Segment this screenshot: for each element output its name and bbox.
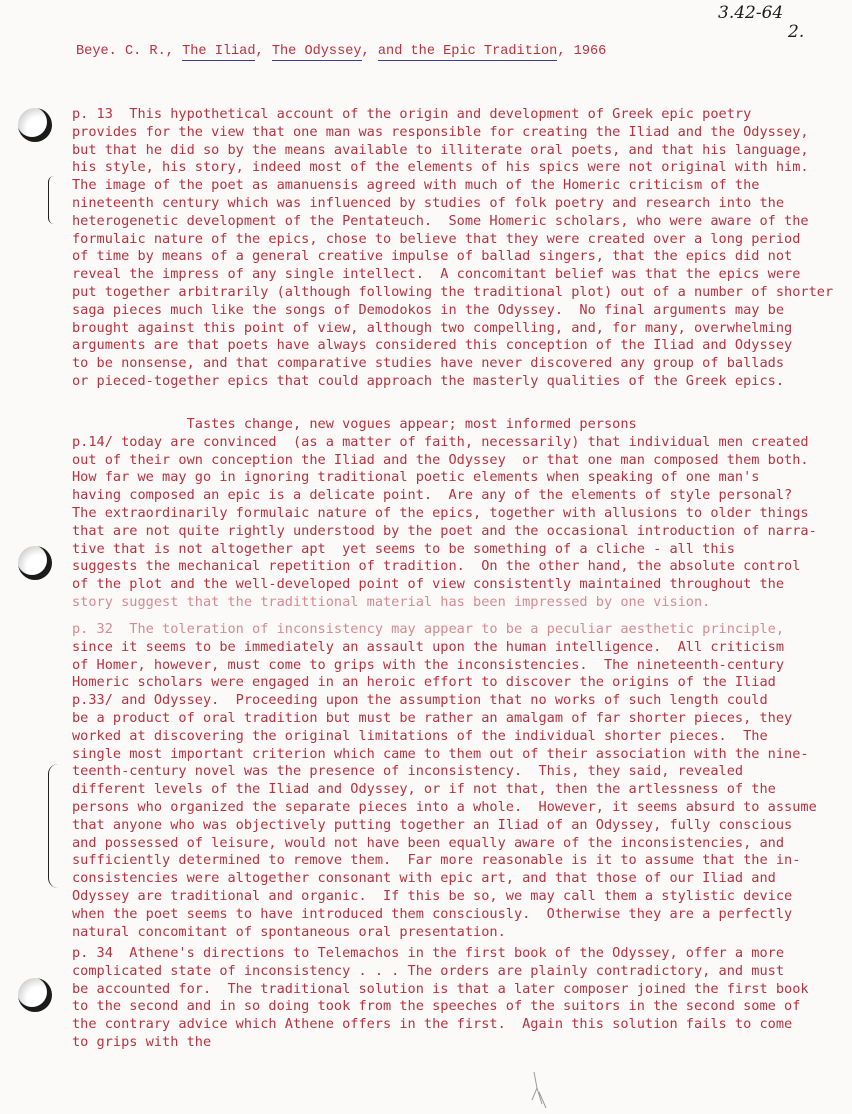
binder-hole-bottom xyxy=(18,978,52,1012)
paragraph-p34: p. 34 Athene's directions to Telemachos in the first book of the Odyssey, offer a more complicated state of inconsistency . . . The orders are plainly contradictory, and must be accounted for. The traditional solution is that a later composer joined the first book to the second and in so doing took from the speeches of the suitors in the second some of the contrary advice which Athene offers in the first. Again this solution fails to come to grips with the xyxy=(72,945,809,1050)
citation-author: Beye. C. R., xyxy=(76,44,183,59)
citation-title-iliad: The Iliad xyxy=(182,44,256,59)
citation-header xyxy=(76,44,846,59)
binder-hole-middle xyxy=(18,546,52,580)
citation-title-epic: and the Epic Tradition xyxy=(377,44,558,59)
handwritten-page-number xyxy=(718,4,828,42)
margin-bracket-mark xyxy=(48,764,59,888)
citation-sep-1: , xyxy=(255,44,272,59)
citation-year: , 1966 xyxy=(557,44,607,59)
margin-bracket-mark xyxy=(48,176,59,224)
binder-hole-top xyxy=(18,108,52,142)
paragraph-p32 xyxy=(72,621,842,941)
paragraph-p14-text: Tastes change, new vogues appear; most informed persons p.14/ today are convinced (as a matter of faith, necessarily) that individual men created out of their own conception the Iliad and the Odyssey or that one man composed them both. How far we may go in ignoring traditional poetic elements when speaking of one man's having composed an epic is a delicate point. Are any of the elements of style personal? The extraordinarily formulaic nature of the epics, together with allusions to older things that are not quite rightly understood by the poet and the occasional introduction of narra- tive that is not altogether apt yet seems to be something of a cliche - all this suggests the mechanical repetition of tradition. On the other hand, the absolute control of the plot and the well-developed point of view consistently maintained throughout the xyxy=(72,416,817,593)
corner-note-line2: 2. xyxy=(788,22,805,42)
citation-sep-2: , xyxy=(361,44,378,59)
paragraph-p13: p. 13 This hypothetical account of the origin and development of Greek epic poetry provides for the view that one man was responsible for creating the Iliad and the Odyssey, but that he did so by the means available to illiterate oral poets, and that his language, his style, his story, indeed most of the elements of his spics were not original with him. The image of the poet as amanuensis agreed with much of the Homeric criticism of the nineteenth century which was influenced by studies of folk poetry and research into the heterogenetic development of the Pentateuch. Some Homeric scholars, who were aware of the formulaic nature of the epics, chose to believe that they were created over a long period of time by means of a general creative impulse of ballad singers, that the epics did not reveal the impress of any single intellect. A concomitant belief was that the epics were put together arbitrarily (although following the traditional plot) out of a number of shorter saga pieces much like the songs of Demodokos in the Odyssey. No final arguments may be brought against this point of view, although two compelling, and, for many, overwhelming arguments are that poets have always considered this conception of the Iliad and Odyssey to be nonsense, and that comparative studies have never discovered any group of ballads or pieced-together epics that could approach the masterly qualities of the Greek epics. xyxy=(72,106,834,389)
pencil-scribble-mark xyxy=(528,1070,550,1110)
paragraph-p14-faded-line: story suggest that the tradittional material has been impressed by one vision. xyxy=(72,593,711,610)
paragraph-p32-text: since it seems to be immediately an assault upon the human intelligence. All criticism of Homer, however, must come to grips with the inconsistencies. The nineteenth-century Homeric scholars were engaged in an heroic effort to discover the origins of the Iliad p.33/ and Odyssey. Proceeding upon the assumption that no works of such length could be a product of oral tradition but must be rather an amalgam of far shorter pieces, they worked at discovering the original limitations of the individual shorter pieces. The single most important criterion which came to them out of their association with the nine- teenth-century novel was the presence of inconsistency. This, they said, revealed different levels of the Iliad and Odyssey, or if not that, then the artlessness of the persons who organized the separate pieces into a whole. However, it seems absurd to assume that anyone who was objectively putting together an Iliad of an Odyssey, fully conscious and possessed of leisure, would not have been equally aware of the inconsistencies, and sufficiently determined to remove them. Far more reasonable is it to assume that the in- consistencies were altogether consonant with epic art, and that those of our Iliad and Odyssey are traditional and organic. If this be so, we may call them a stylistic device when the poet seems to have introduced them consciously. Otherwise they are a perfectly natural concomitant of spontaneous oral presentation. xyxy=(72,638,817,940)
paragraph-p14 xyxy=(72,416,842,612)
corner-note-line1: 3.42-64 xyxy=(718,3,784,23)
citation-title-odyssey: The Odyssey xyxy=(271,44,362,59)
paragraph-p32-faded-line: p. 32 The toleration of inconsistency may appear to be a peculiar aesthetic principle, xyxy=(72,621,785,637)
